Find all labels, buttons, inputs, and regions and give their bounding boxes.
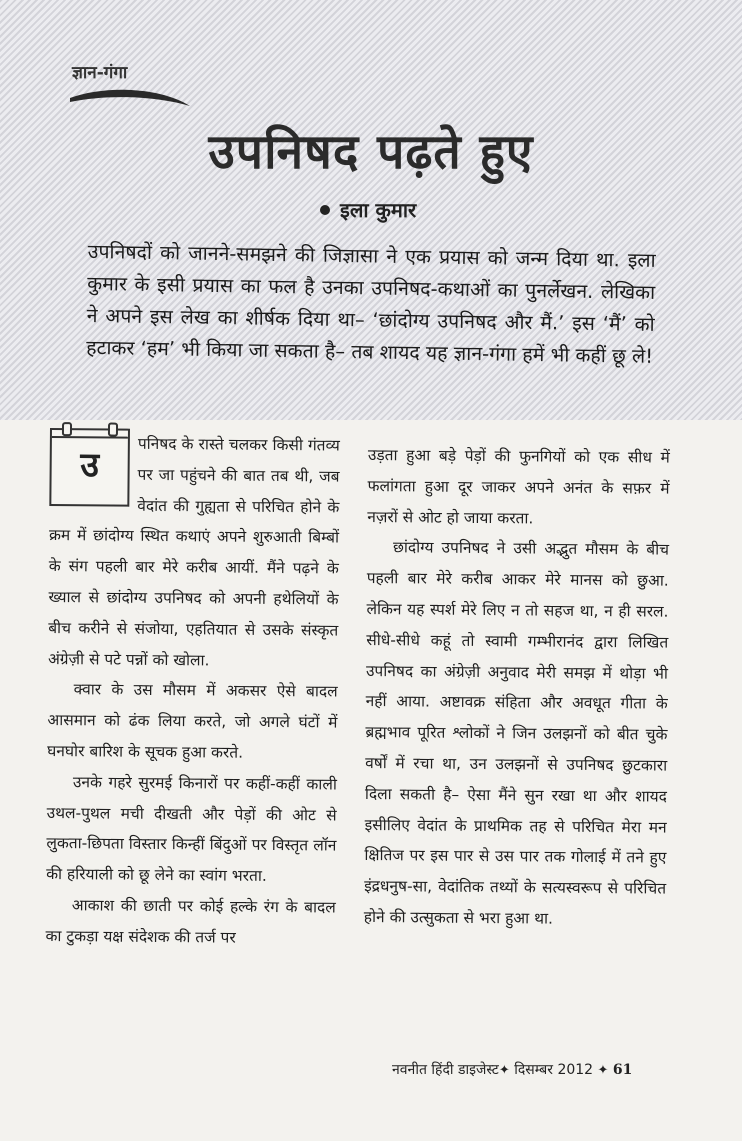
paragraph: आकाश की छाती पर कोई हल्के रंग के बादल का टुकड़ा यक्ष संदेशक की तर्ज पर (45, 896, 336, 947)
star-icon: ✦ (597, 1063, 609, 1078)
magazine-name: नवनीत हिंदी डाइजेस्ट (392, 1062, 499, 1078)
dropcap-calendar-icon (49, 428, 130, 507)
paragraph: उड़ता हुआ बड़े पेड़ों की फुनगियों को एक सीध में फलांगता हुआ दूर जाकर अपने अनंत के सफ़र में नज़रों से ओट हो जाया करता. (367, 445, 670, 528)
ring-icon (62, 422, 72, 436)
left-column (45, 428, 340, 954)
swoosh-ornament (68, 84, 193, 110)
bullet-icon (320, 205, 330, 215)
paragraph: छांदोग्य उपनिषद ने उसी अद्भुत मौसम के बीच पहली बार मेरे करीब आकर मेरे मानस को छुआ. लेकिन यह स्पर्श मेरे लिए न तो सहज था, न ही सरल. सीधे-सीधे कहूं तो स्वामी गम्भीरानंद द्वारा लिखित उपनिषद का अंग्रेज़ी अनुवाद मेरी समझ में थोड़ा भी नहीं आया. अष्टावक्र संहिता और अवधूत गीता के ब्रह्मभाव पूरित श्लोकों ने जिन उलझनों को बीत चुके वर्षों में रचा था, उन उलझनों से उपनिषद छुटकारा दिला सकती है– ऐसा मैंने सुन रखा था और शायद इसीलिए वेदांत के प्राथमिक तह से परिचित मेरा मन क्षितिज पर इस पार से उस पार तक गोलाई में तने हुए इंद्रधनुष-सा, वेदांतिक तथ्यों के सत्यस्वरूप से परिचित होने की उत्सुकता से भरा हुआ था. (363, 538, 670, 928)
dropcap-letter: उ (80, 445, 100, 486)
page-footer (392, 1060, 632, 1079)
paragraph: उनके गहरे सुरमई किनारों पर कहीं-कहीं काली उथल-पुथल मची दीखती और पेड़ों की ओट से लुकता-छिपता विस्तार किन्हीं बिंदुओं पर विस्तृत लॉन की हरियाली को छू लेने का स्वांग भरता. (46, 772, 337, 886)
section-label: ज्ञान-गंगा (72, 63, 128, 83)
author-name: इला कुमार (340, 198, 417, 222)
article-title: उपनिषद पढ़ते हुए (208, 124, 534, 180)
author-byline (320, 196, 416, 223)
calendar-binding (52, 428, 128, 439)
paragraph: पनिषद के रास्ते चलकर किसी गंतव्य पर जा पहुंचने की बात तब थी, जब वेदांत की गुह्यता से परिचित होने के क्रम में छांदोग्य स्थित कथाएं अपने शुरुआती बिम्बों के संग पहली बार मेरे करीब आयीं. मैंने पढ़ने के ख्याल से छांदोग्य उपनिषद को अपनी हथेलियों के बीच करीने से संजोया, एहतियात से उसके संस्कृत अंग्रेज़ी से पटे पन्नों को खोला. (47, 434, 340, 669)
issue-date: दिसम्बर 2012 (514, 1062, 594, 1078)
ring-icon (108, 423, 118, 437)
intro-paragraph: उपनिषदों को जानने-समझने की जिज्ञासा ने एक प्रयास को जन्म दिया था. इला कुमार के इसी प्रयास का फल है उनका उपनिषद-कथाओं का पुनर्लेखन. लेखिका ने अपने इस लेख का शीर्षक दिया था– ‘छांदोग्य उपनिषद और मैं.’ इस ‘मैं’ को हटाकर ‘हम’ भी किया जा सकता है– तब शायद यह ज्ञान-गंगा हमें भी कहीं छू ले! (86, 239, 656, 368)
header-band (0, 0, 742, 420)
page-number: 61 (612, 1062, 633, 1078)
star-icon: ✦ (498, 1063, 510, 1078)
right-column (364, 440, 670, 935)
paragraph: क्वार के उस मौसम में अकसर ऐसे बादल आसमान को ढंक लिया करते, जो अगले घंटों में घनघोर बारिश के सूचक हुआ करते. (47, 680, 338, 762)
